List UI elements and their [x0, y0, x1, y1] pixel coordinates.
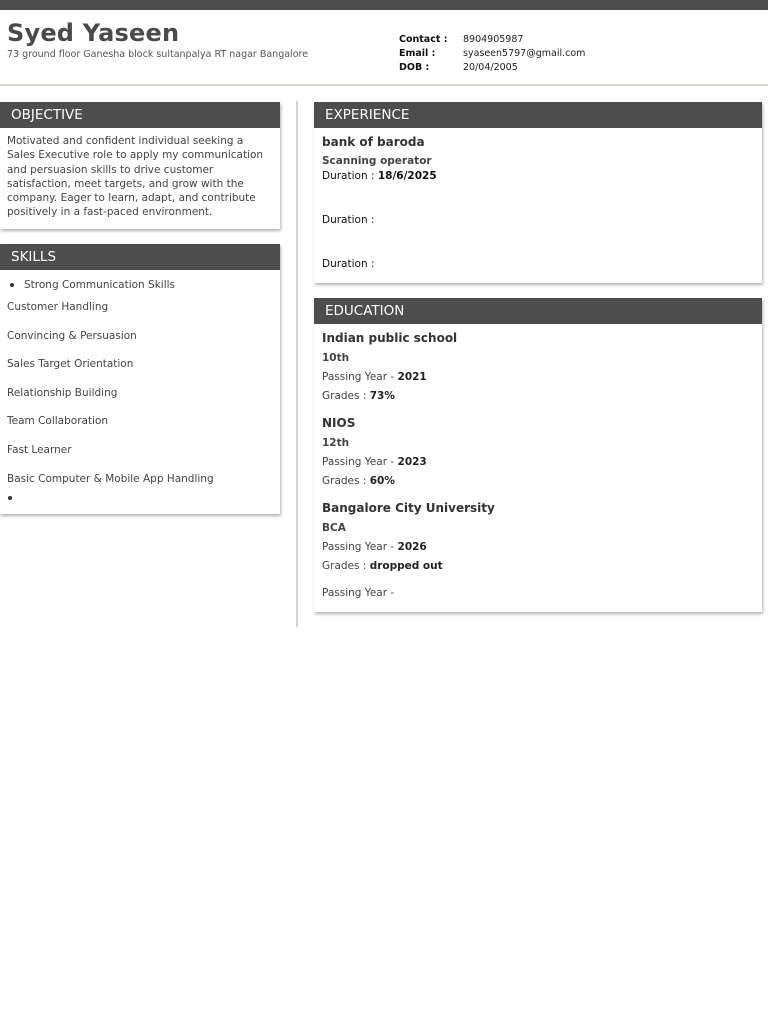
- education-body: [314, 324, 762, 610]
- passing-year-row-empty: Passing Year -: [322, 587, 395, 599]
- top-accent-bar: [0, 0, 768, 10]
- email-label: Email :: [399, 48, 436, 59]
- school-name: Bangalore City University: [322, 501, 495, 515]
- skill-label: Strong Communication Skills: [24, 278, 176, 291]
- bullet-icon: [10, 283, 14, 287]
- education-section: [314, 298, 762, 612]
- passing-year-label: Passing Year -: [322, 371, 398, 383]
- skill-item: Fast Learner: [7, 443, 72, 456]
- passing-year-label: Passing Year -: [322, 456, 398, 468]
- objective-heading: OBJECTIVE: [0, 102, 280, 128]
- contact-row-dob: [399, 61, 585, 75]
- grades-label: Grades :: [322, 560, 370, 572]
- spacer: [322, 184, 754, 212]
- objective-section: [0, 102, 280, 229]
- employer-name: bank of baroda: [322, 135, 425, 149]
- duration-value: 18/6/2025: [377, 170, 437, 182]
- grades-row: [322, 388, 754, 407]
- passing-year-row: [322, 539, 754, 558]
- experience-heading: EXPERIENCE: [314, 102, 762, 128]
- grades-value: 60%: [369, 475, 395, 487]
- duration-row: [322, 168, 754, 184]
- skills-section: [0, 244, 280, 514]
- empty-skill-item: [7, 493, 273, 503]
- experience-body: [314, 128, 762, 278]
- passing-year-value: 2023: [397, 456, 427, 468]
- skill-item: Relationship Building: [7, 386, 118, 399]
- grades-label: Grades :: [322, 475, 370, 487]
- grades-row: [322, 473, 754, 492]
- degree-level: 10th: [322, 352, 350, 364]
- contact-label: Contact :: [399, 34, 448, 45]
- duration-row-empty: Duration :: [322, 214, 375, 226]
- skill-item: Convincing & Persuasion: [7, 329, 137, 342]
- skills-heading: SKILLS: [0, 244, 280, 270]
- dob-value: 20/04/2005: [463, 62, 518, 73]
- skills-list: [0, 270, 280, 509]
- column-divider: [296, 101, 298, 627]
- grades-label: Grades :: [322, 390, 370, 402]
- phone-value: 8904905987: [463, 34, 524, 45]
- candidate-name: Syed Yaseen: [7, 19, 180, 47]
- education-entry: [322, 330, 754, 415]
- duration-label: Duration :: [322, 170, 375, 182]
- bullet-icon: [8, 496, 12, 500]
- skill-item: Team Collaboration: [7, 415, 109, 428]
- grades-value: dropped out: [369, 560, 443, 572]
- passing-year-label: Passing Year -: [322, 541, 398, 553]
- school-name: NIOS: [322, 416, 356, 430]
- education-heading: EDUCATION: [314, 298, 762, 324]
- skill-item: Basic Computer & Mobile App Handling: [7, 472, 214, 485]
- email-value: syaseen5797@gmail.com: [463, 48, 586, 59]
- resume-header: [0, 10, 768, 86]
- education-entry: [322, 500, 754, 585]
- passing-year-row: [322, 369, 754, 388]
- duration-row-empty: Duration :: [322, 258, 375, 270]
- skill-item: Customer Handling: [7, 301, 109, 313]
- contact-row-phone: [399, 33, 585, 47]
- spacer: [322, 228, 754, 256]
- passing-year-value: 2021: [397, 371, 427, 383]
- candidate-address: 73 ground floor Ganesha block sultanpalya RT nagar Bangalore: [7, 49, 309, 60]
- education-entry: [322, 415, 754, 500]
- objective-text: Motivated and confident individual seeking a Sales Executive role to apply my communication and persuasion skills to drive customer satisfaction, meet targets, and grow with the company. Eager to learn, adapt, and contribute positively in a fast-paced environment.: [7, 135, 264, 219]
- skill-item: [7, 276, 273, 293]
- job-role: Scanning operator: [322, 155, 432, 167]
- grades-value: 73%: [369, 390, 395, 402]
- passing-year-value: 2026: [397, 541, 427, 553]
- skill-item: Sales Target Orientation: [7, 358, 134, 371]
- dob-label: DOB :: [399, 62, 430, 73]
- experience-section: [314, 102, 762, 283]
- school-name: Indian public school: [322, 331, 458, 345]
- contact-info: [399, 33, 585, 75]
- degree-level: 12th: [322, 437, 350, 449]
- contact-row-email: [399, 47, 585, 61]
- passing-year-row: [322, 454, 754, 473]
- degree-level: BCA: [322, 522, 346, 534]
- grades-row: [322, 558, 754, 577]
